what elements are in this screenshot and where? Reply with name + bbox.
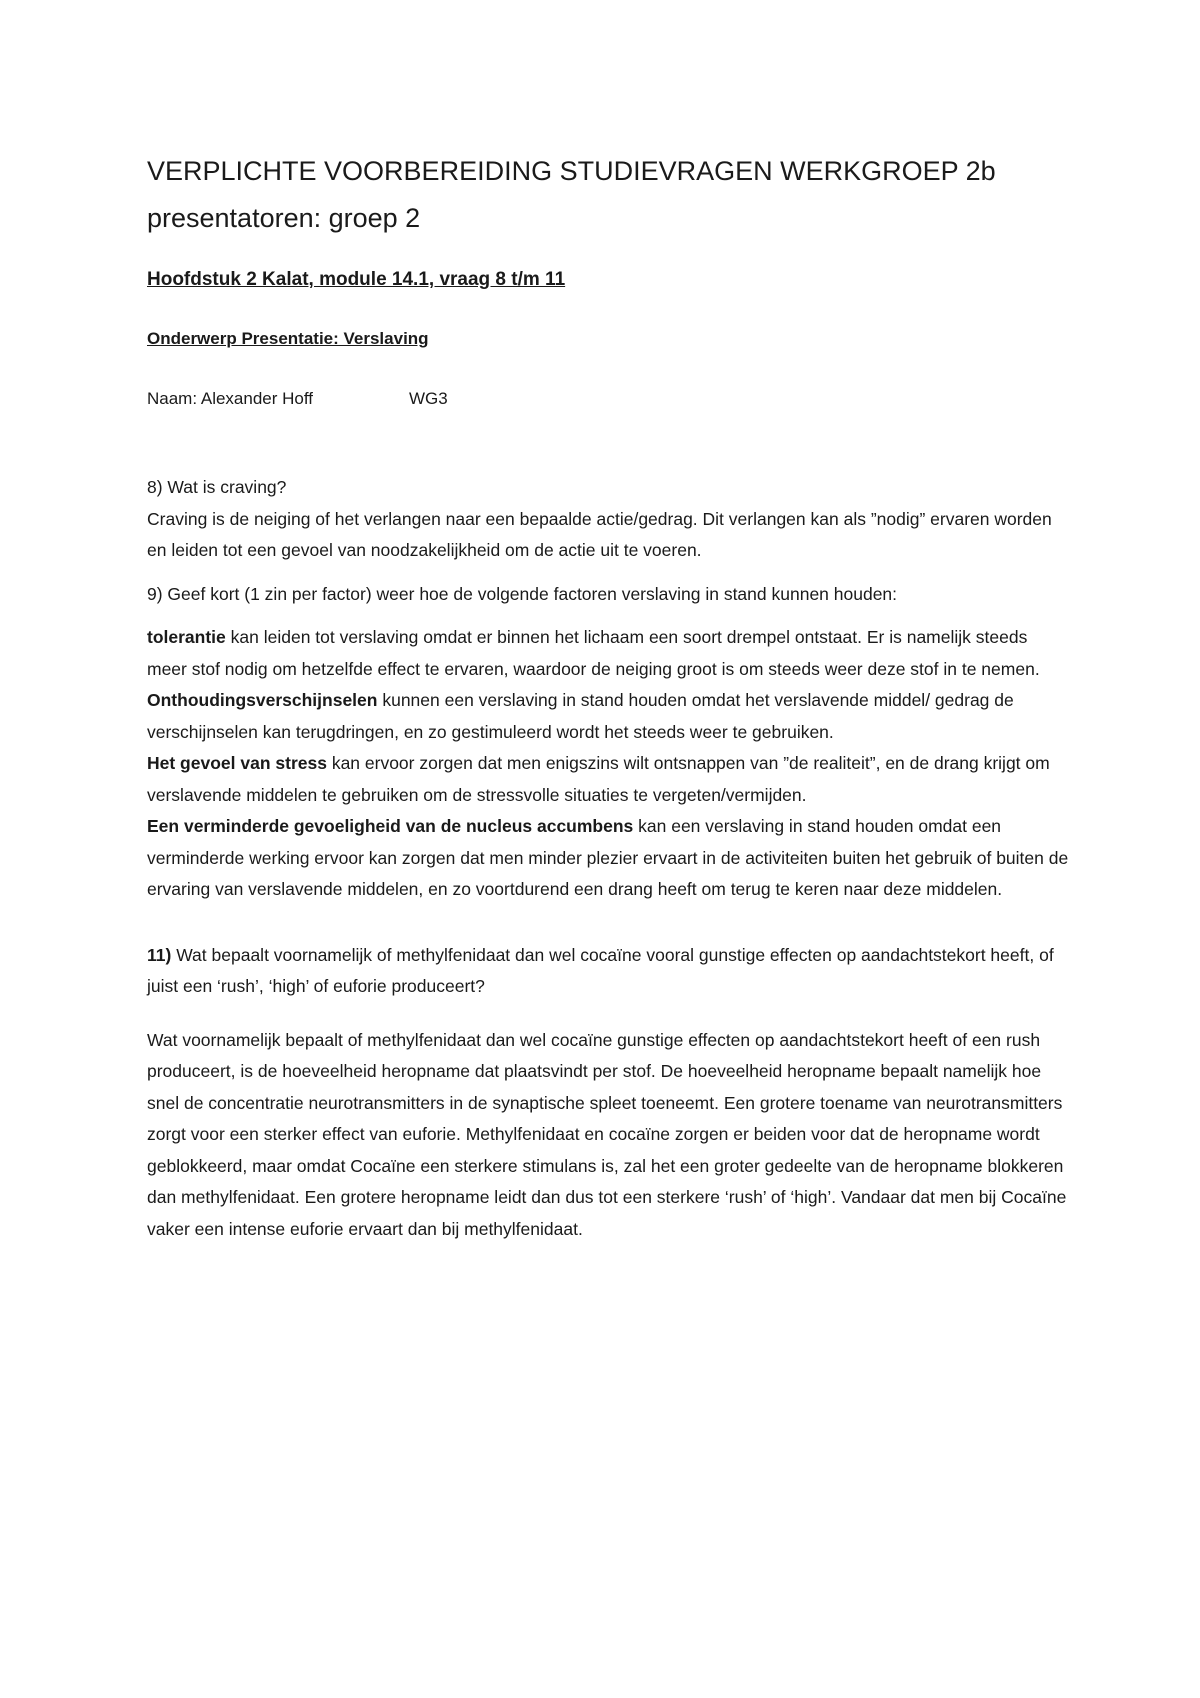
answer-11: Wat voornamelijk bepaalt of methylfenidaat dan wel cocaïne gunstige effecten op aandachtstekort heeft of een rush produceert, is de hoeveelheid heropname dat plaatsvindt per stof. De hoeveelheid heropname bepaalt namelijk hoe snel de concentratie neurotransmitters in de synaptische spleet toeneemt. Een grotere toename van neurotransmitters zorgt voor een sterker effect van euforie. Methylfenidaat en cocaïne zorgen er beiden voor dat de heropname wordt geblokkeerd, maar omdat Cocaïne een sterkere stimulans is, zal het een groter gedeelte van de heropname blokkeren dan methylfenidaat. Een grotere heropname leidt dan dus tot een sterkere ‘rush’ of ‘high’. Vandaar dat men bij Cocaïne vaker een intense euforie ervaart dan bij methylfenidaat. [147, 1029, 1067, 1239]
factor-list [147, 622, 1070, 906]
factor-item [147, 622, 1070, 685]
title-line-1: VERPLICHTE VOORBEREIDING STUDIEVRAGEN WERKGROEP 2b [147, 156, 996, 186]
question-11 [147, 940, 1070, 1003]
factor-text: kunnen een verslaving in stand houden omdat het verslavende middel/ gedrag de verschijnselen kan terugdringen, en zo gestimuleerd wordt het steeds weer te gebruiken. [147, 690, 1014, 742]
group-label: WG3 [409, 389, 448, 408]
factor-item [147, 748, 1070, 811]
question-9: 9) Geef kort (1 zin per factor) weer hoe de volgende factoren verslaving in stand kunnen houden: [147, 583, 898, 604]
question-8: 8) Wat is craving? [147, 477, 287, 497]
factor-term: Het gevoel van stress [147, 753, 327, 773]
chapter-heading: Hoofdstuk 2 Kalat, module 14.1, vraag 8 t/m 11 [147, 269, 566, 290]
question-11-text: Wat bepaalt voornamelijk of methylfenidaat dan wel cocaïne vooral gunstige effecten op aandachtstekort heeft, of juist een ‘rush’, ‘high’ of euforie produceert? [147, 944, 1054, 996]
question-9-section [147, 579, 1070, 906]
topic-heading: Onderwerp Presentatie: Verslaving [147, 329, 429, 348]
factor-term: Onthoudingsverschijnselen [147, 690, 378, 710]
answer-8: Craving is de neiging of het verlangen naar een bepaalde actie/gedrag. Dit verlangen kan als ”nodig” ervaren worden en leiden tot een gevoel van noodzakelijkheid om de actie uit te voeren. [147, 508, 1052, 560]
student-name: Naam: Alexander Hoff [147, 389, 313, 408]
factor-item [147, 685, 1070, 748]
factor-item [147, 811, 1070, 906]
factor-text: kan ervoor zorgen dat men enigszins wilt ontsnappen van ”de realiteit”, en de drang krijgt om verslavende middelen te gebruiken om de stressvolle situaties te vergeten/vermijden. [147, 753, 1050, 805]
question-11-number: 11) [147, 944, 172, 965]
factor-text: kan een verslaving in stand houden omdat een verminderde werking ervoor kan zorgen dat men minder plezier ervaart in de activiteiten buiten het gebruik of buiten de ervaring van verslavende middelen, en zo voortdurend een drang heeft om terug te keren naar deze middelen. [147, 816, 1069, 899]
question-8-section [147, 472, 1070, 567]
factor-term: Een verminderde gevoeligheid van de nucleus accumbens [147, 816, 634, 836]
name-row [147, 386, 1070, 412]
factor-text: kan leiden tot verslaving omdat er binnen het lichaam een soort drempel ontstaat. Er is namelijk steeds meer stof nodig om hetzelfde effect te ervaren, waardoor de neiging groot is om steeds weer deze stof in te nemen. [147, 627, 1040, 679]
title-line-2: presentatoren: groep 2 [147, 203, 421, 233]
factor-term: tolerantie [147, 627, 226, 647]
question-11-section [147, 940, 1070, 1246]
document-title [147, 148, 1070, 242]
